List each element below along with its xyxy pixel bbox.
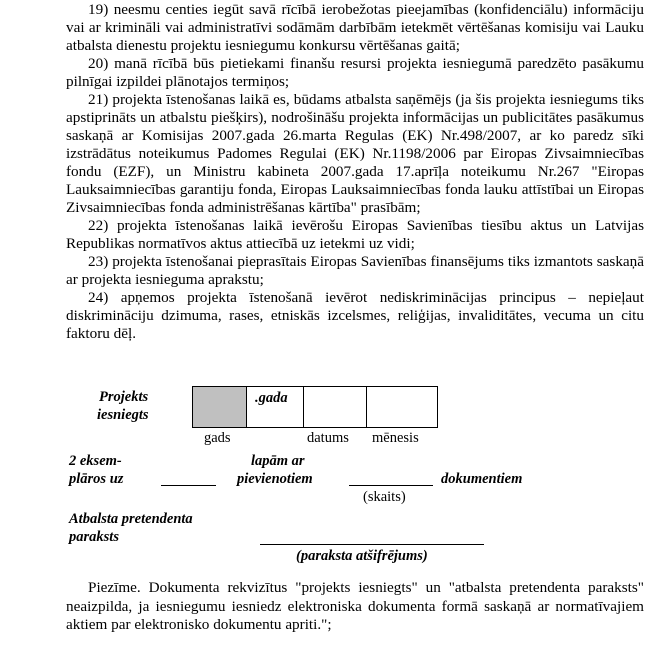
copies-label-line1: 2 eksem- bbox=[69, 453, 122, 469]
paragraph-24: 24) apņemos projekta īstenošanā ievērot nediskriminācijas principus – nepieļaut diskrimināciju dzimuma, rases, etniskās izcelsmes, reliģijas, invaliditātes, vecuma un citu faktoru dēļ. bbox=[66, 289, 644, 342]
note-paragraph bbox=[66, 579, 644, 635]
paragraph-19: 19) neesmu centies iegūt savā rīcībā ierobežotas pieejamības (konfidenciālu) informāciju vai ar krimināli vai administratīvi sodāmām darbībām ietekmēt vērtēšanas komisiju vai Lauku atbalsta dienestu projektu iesniegumu konkursu vērtēšanas gaitā; bbox=[66, 1, 644, 54]
caption-month: mēnesis bbox=[372, 430, 419, 446]
paragraph-20: 20) manā rīcībā būs pietiekami finanšu resursi projekta iesniegumā paredzēto pasākumu pilnīgai izpildei plānotajos termiņos; bbox=[66, 55, 644, 90]
year-box[interactable] bbox=[246, 386, 303, 428]
documents-count-line[interactable] bbox=[349, 485, 433, 486]
date-boxes bbox=[192, 386, 438, 428]
copies-label-line2: plāros uz bbox=[69, 471, 124, 487]
signature-label-line2: paraksts bbox=[69, 529, 119, 545]
paragraph-23: 23) projekta īstenošanai pieprasītais Eiropas Savienības finansējums tiks izmantots saskaņā ar projekta iesnieguma aprakstu; bbox=[66, 253, 644, 288]
copies-count-line[interactable] bbox=[161, 485, 216, 486]
submitted-label-line2: iesniegts bbox=[97, 407, 149, 423]
paragraph-21: 21) projekta īstenošanas laikā es, būdams atbalsta saņēmējs (ja šis projekta iesniegums tiks apstiprināts un atbalstu piešķirs), nodrošināšu projekta informācijas un publicitātes pasākumus saskaņā ar Komisijas 2007.gada 26.marta Regulas (EK) Nr.498/2007, ar ko paredz sīki izstrādātus noteikumus Padomes Regulai (EK) Nr.1198/2006 par Eiropas Zivsaimniecības fondu (EZF), un Ministru kabineta 2007.gada 17.aprīļa noteikumu Nr.267 "Eiropas Lauksaimniecības garantiju fonda, Eiropas Lauksaimniecības fonda lauku attīstībai un Eiropas Zivsaimniecības fonda administrēšanas kārtība" prasībām; bbox=[66, 91, 644, 216]
signature-line[interactable] bbox=[260, 544, 484, 545]
note-text: Piezīme. Dokumenta rekvizītus "projekts iesniegts" un "atbalsta pretendenta paraksts" neaizpilda, ja iesniegumu iesniedz elektroniska dokumenta formā saskaņā ar normatīvajiem aktiem par elektronisko dokumentu apriti."; bbox=[66, 579, 644, 633]
paragraph-22: 22) projekta īstenošanas laikā ievērošu Eiropas Savienības tiesību aktus un Latvijas Republikas normatīvos aktus attiecībā uz ietekmi uz vidi; bbox=[66, 217, 644, 252]
count-caption: (skaits) bbox=[363, 489, 406, 505]
documents-label: dokumentiem bbox=[441, 471, 523, 487]
caption-year: gads bbox=[204, 430, 231, 446]
signature-label-line1: Atbalsta pretendenta bbox=[69, 511, 193, 527]
submitted-label-line1: Projekts bbox=[99, 389, 149, 405]
month-box[interactable] bbox=[366, 386, 438, 428]
year-prefix-box[interactable] bbox=[192, 386, 246, 428]
year-suffix: .gada bbox=[255, 390, 288, 406]
pages-label-line2: pievienotiem bbox=[237, 471, 313, 487]
pages-label-line1: lapām ar bbox=[251, 453, 305, 469]
caption-date: datums bbox=[307, 430, 349, 446]
date-box[interactable] bbox=[303, 386, 366, 428]
signature-caption: (paraksta atšifrējums) bbox=[296, 548, 428, 564]
